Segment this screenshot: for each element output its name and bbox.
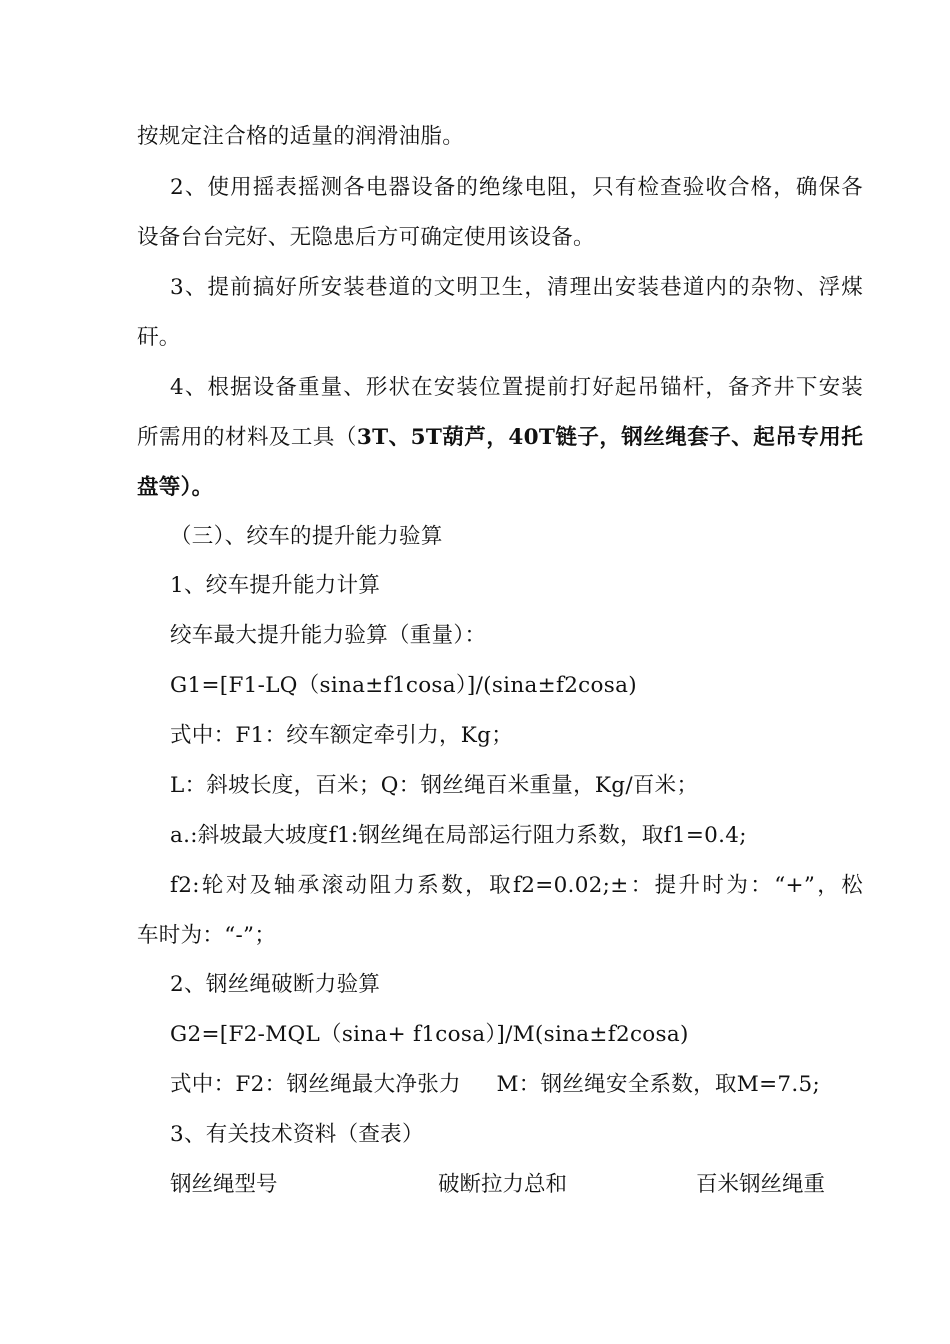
subsection-title: 2、钢丝绳破断力验算	[170, 972, 381, 997]
plain-text: 所需用的材料及工具（	[137, 425, 357, 450]
paragraph-line: 3、提前搞好所安装巷道的文明卫生，清理出安装巷道内的杂物、浮煤	[170, 275, 863, 300]
paragraph-line-mixed	[137, 424, 863, 452]
formula: G1=[F1-LQ（sina±f1cosa）]/(sina±f2cosa)	[170, 673, 637, 698]
paragraph-line: 设备台台完好、无隐患后方可确定使用该设备。	[137, 225, 595, 250]
text-line: 绞车最大提升能力验算（重量）：	[170, 623, 487, 648]
text-line: L：斜坡长度，百米；Q：钢丝绳百米重量，Kg/百米；	[170, 773, 699, 798]
text-line: 式中：F1：绞车额定牵引力，Kg；	[170, 723, 514, 748]
paragraph-line: 按规定注合格的适量的润滑油脂。	[137, 124, 465, 149]
text-line: 车时为：“-”；	[137, 923, 277, 948]
paragraph-line: 2、使用摇表摇测各电器设备的绝缘电阻，只有检查验收合格，确保各	[170, 175, 863, 200]
text-line: a.:斜坡最大坡度f1:钢丝绳在局部运行阻力系数，取f1=0.4;	[170, 823, 747, 848]
subsection-title: 1、绞车提升能力计算	[170, 573, 381, 598]
text-line: f2:轮对及轴承滚动阻力系数，取f2=0.02;±：提升时为：“+”，松	[170, 873, 863, 898]
formula: G2=[F2-MQL（sina+ f1cosa）]/M(sina±f2cosa)	[170, 1022, 689, 1047]
section-heading: （三）、绞车的提升能力验算	[170, 524, 443, 549]
table-header-cell: 百米钢丝绳重	[696, 1172, 826, 1197]
subsection-title: 3、有关技术资料（查表）	[170, 1122, 424, 1147]
paragraph-line: 4、根据设备重量、形状在安装位置提前打好起吊锚杆，备齐井下安装	[170, 375, 863, 400]
paragraph-line: 矸。	[137, 325, 181, 350]
table-header-cell: 钢丝绳型号	[170, 1172, 278, 1197]
text-line: 式中：F2：钢丝绳最大净张力 M：钢丝绳安全系数，取M=7.5;	[170, 1072, 821, 1097]
bold-text: 3T、5T葫芦，40T链子，钢丝绳套子、起吊专用托	[356, 425, 863, 450]
table-header-cell: 破断拉力总和	[438, 1172, 568, 1197]
bold-text: 盘等）。	[137, 475, 214, 500]
